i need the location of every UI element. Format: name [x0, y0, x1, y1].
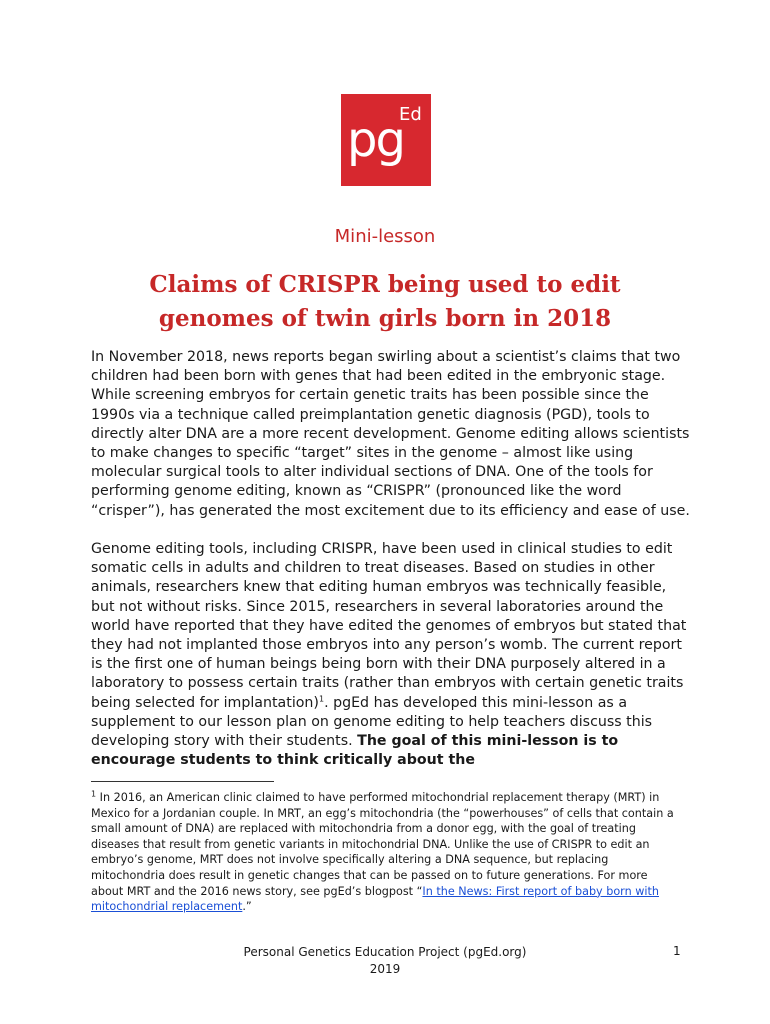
paragraph-text-b: . pgEd has developed this mini-lesson as a supplement to our lesson plan on genome editing to help teachers discuss this developing story with their students.: [91, 694, 653, 750]
footnote-text: In 2016, an American clinic claimed to have performed mitochondrial replacement therapy (MRT) in Mexico for a Jordanian couple. In MRT, an egg’s mitochondria (the “powerhouses” of cells that contain a small amount of DNA) are replaced with mitochondria from a donor egg, with the goal of treating diseases that result from genetic variants in mitochondrial DNA. Unlike the use of CRISPR to edit an embryo’s genome, MRT does not involve specifically altering a DNA sequence, but replacing mitochondria does result in genetic changes that can be passed on to future generations. For more about MRT and the 2016 news story, see pgEd’s blogpost “: [91, 791, 674, 898]
page-footer: [230, 944, 540, 978]
footnote-reference[interactable]: 1: [318, 693, 325, 703]
logo-ed-text: Ed: [399, 104, 422, 125]
paragraph-text-a: Genome editing tools, including CRISPR, have been used in clinical studies to edit somatic cells in adults and children to treat diseases. Based on studies in other animals, researchers knew that editing human embryos was technically feasible, but not without risks. Since 2015, researchers in several laboratories around the world have reported that they have edited the genomes of embryos but stated that they had not implanted those embryos into any person’s womb. The current report is the first one of human beings being born with their DNA purposely altered in a laboratory to possess certain traits (rather than embryos with certain genetic traits being selected for implantation): [91, 541, 687, 711]
footnote-end: .”: [242, 900, 252, 914]
footnote: [91, 790, 683, 915]
paragraph-goal-bold: The goal of this mini-lesson is to encourage students to think critically about the: [91, 733, 619, 769]
footer-project-name: Personal Genetics Education Project (pgEd.org): [243, 945, 527, 959]
pged-logo: [341, 94, 431, 186]
page-number: 1: [673, 944, 681, 958]
page-title: Claims of CRISPR being used to edit genomes of twin girls born in 2018: [149, 271, 621, 332]
logo-pg-text: pg: [347, 112, 404, 168]
kicker-label: Mini-lesson: [334, 226, 436, 247]
paragraph-context: [91, 540, 691, 770]
blogpost-link[interactable]: In the News: First report of baby born with mitochondrial replacement: [91, 884, 659, 914]
footnote-divider: [91, 781, 274, 782]
footnote-marker: 1: [91, 789, 97, 799]
footer-year: 2019: [369, 962, 401, 976]
paragraph-intro: In November 2018, news reports began swirling about a scientist’s claims that two children had been born with genes that had been edited in the embryonic stage. While screening embryos for certain genetic traits has been possible since the 1990s via a technique called preimplantation genetic diagnosis (PGD), tools to directly alter DNA are a more recent development. Genome editing allows scientists to make changes to specific “target” sites in the genome – almost like using molecular surgical tools to alter individual sections of DNA. One of the tools for performing genome editing, known as “CRISPR” (pronounced like the word “crisper”), has generated the most excitement due to its efficiency and ease of use.: [91, 349, 690, 519]
